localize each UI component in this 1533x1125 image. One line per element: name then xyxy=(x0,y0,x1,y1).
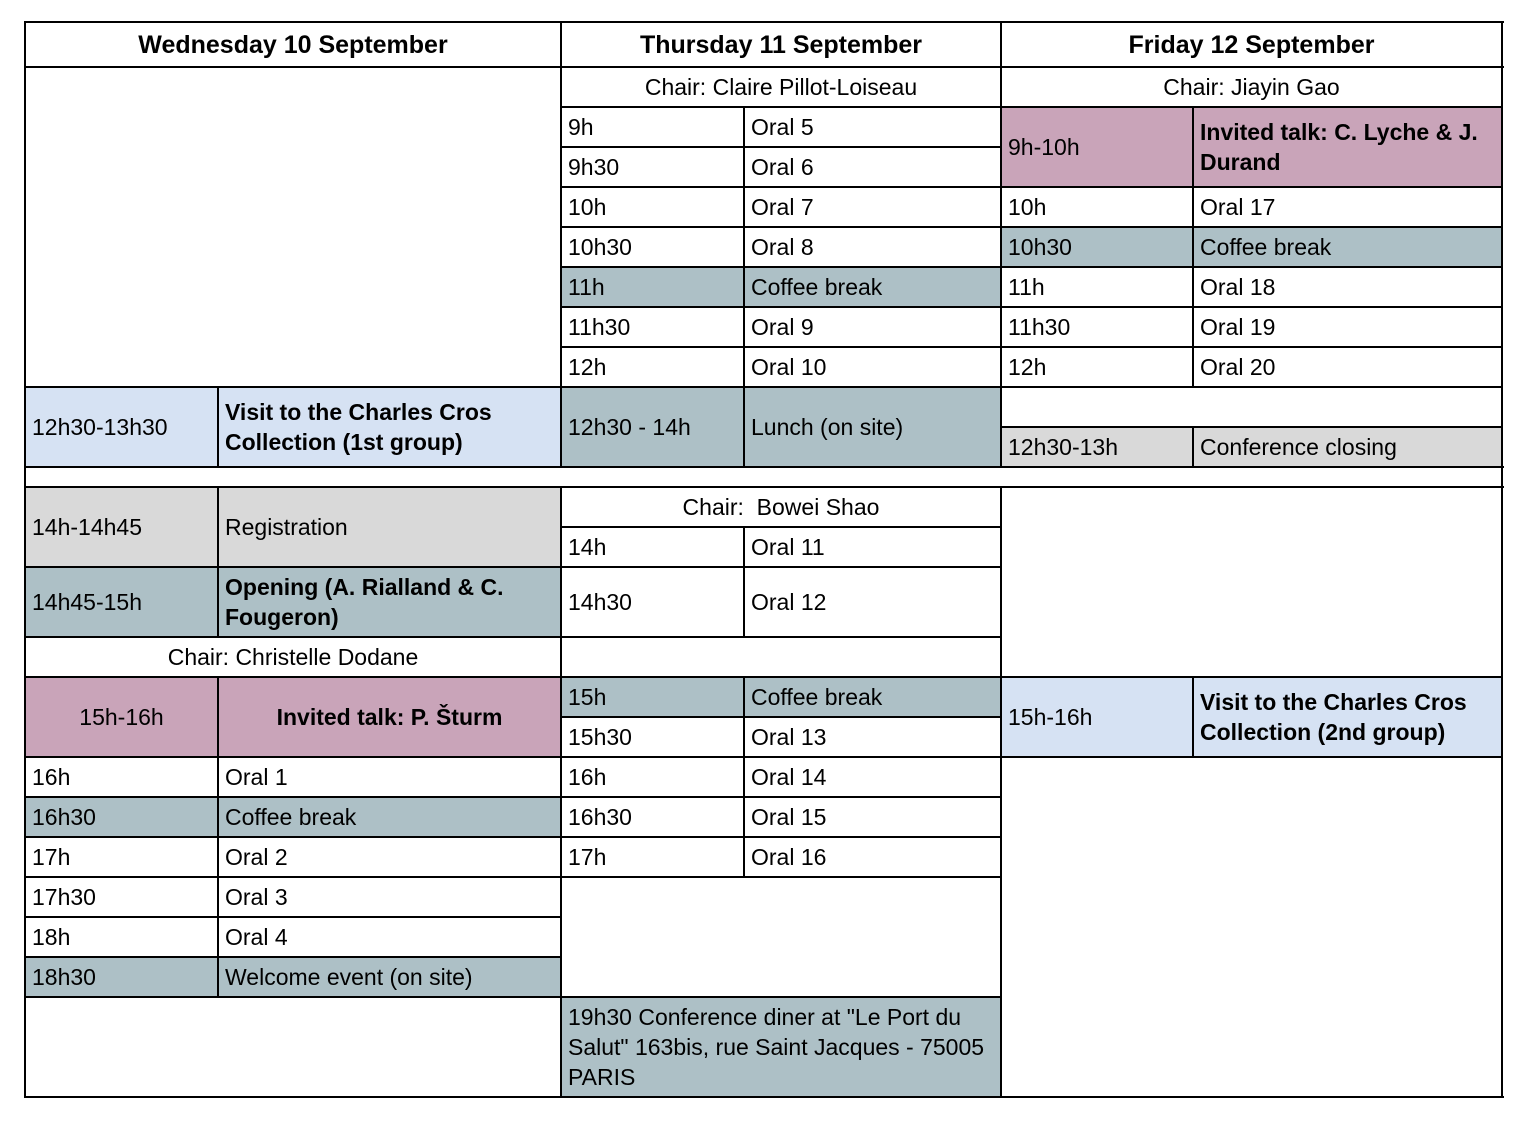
grid-line xyxy=(743,526,745,637)
fri-time-cell: 10h30 xyxy=(1001,227,1193,267)
grid-line xyxy=(24,916,562,918)
grid-line xyxy=(24,466,1504,468)
wed-invited-talk: Invited talk: P. Šturm xyxy=(218,677,561,757)
grid-line xyxy=(560,486,562,1098)
thu-time-cell: 14h30 xyxy=(568,589,632,615)
grid-line xyxy=(1000,486,1002,1098)
grid-line xyxy=(560,526,1002,528)
grid-line xyxy=(560,636,1002,638)
header-wednesday: Wednesday 10 September xyxy=(138,30,448,59)
grid-line xyxy=(1000,266,1503,268)
thu-session-cell: Oral 15 xyxy=(751,804,827,830)
grid-line xyxy=(1192,676,1194,757)
wed-time-cell: 16h xyxy=(32,764,71,790)
grid-line xyxy=(1000,756,1503,758)
thu-time-cell: 16h30 xyxy=(568,804,632,830)
thu-session-cell: Oral 10 xyxy=(751,354,827,380)
thu-time-cell: 10h30 xyxy=(568,234,632,260)
grid-line xyxy=(217,486,219,637)
grid-line xyxy=(1000,106,1503,108)
fri-session-cell: Coffee break xyxy=(1193,227,1502,267)
thu-time-cell: 9h30 xyxy=(568,154,620,180)
grid-line xyxy=(560,996,1002,998)
thu-time-cell: 15h xyxy=(561,677,744,717)
fri-invited-time: 9h-10h xyxy=(1001,107,1193,187)
grid-line xyxy=(1000,226,1503,228)
header-friday: Friday 12 September xyxy=(1128,30,1375,59)
wed-visit-time: 12h30-13h30 xyxy=(25,387,218,467)
wed-session-cell: Coffee break xyxy=(218,797,561,837)
grid-line xyxy=(24,636,562,638)
wed-time-cell: 16h30 xyxy=(25,797,218,837)
wed-session-cell: Oral 3 xyxy=(225,884,288,910)
grid-line xyxy=(560,226,1002,228)
thu-session-cell: Oral 12 xyxy=(751,589,827,615)
grid-line xyxy=(1000,386,1503,388)
grid-line xyxy=(560,796,1002,798)
wed-visit-label: Visit to the Charles Cros Collection (1st group) xyxy=(218,387,561,467)
grid-line xyxy=(560,836,1002,838)
wed-registration-time: 14h-14h45 xyxy=(25,487,218,567)
thu-session-cell: Oral 5 xyxy=(751,114,814,140)
fri-session-cell: Oral 17 xyxy=(1200,194,1276,220)
grid-line xyxy=(1000,346,1503,348)
thu-lunch-label: Lunch (on site) xyxy=(744,387,1001,467)
thu-time-cell: 17h xyxy=(568,844,607,870)
thu-dinner: 19h30 Conference diner at "Le Port du Salut" 163bis, rue Saint Jacques - 75005 PARIS xyxy=(561,997,1001,1097)
grid-line xyxy=(560,306,1002,308)
grid-line xyxy=(24,386,562,388)
grid-line xyxy=(560,186,1002,188)
grid-line xyxy=(1000,676,1503,678)
thu-time-cell: 10h xyxy=(568,194,607,220)
thu-time-cell: 14h xyxy=(568,534,607,560)
fri-session-cell: Oral 18 xyxy=(1200,274,1276,300)
friday-chair: Chair: Jiayin Gao xyxy=(1163,74,1340,100)
thu-session-cell: Oral 6 xyxy=(751,154,814,180)
grid-line xyxy=(1000,21,1002,467)
grid-line xyxy=(743,106,745,467)
grid-line xyxy=(560,21,562,467)
grid-line xyxy=(1000,186,1503,188)
header-thursday: Thursday 11 September xyxy=(639,30,923,59)
thursday-chair-afternoon: Chair: Bowei Shao xyxy=(682,494,880,520)
grid-line xyxy=(24,486,1504,488)
wed-chair: Chair: Christelle Dodane xyxy=(167,644,419,670)
grid-line xyxy=(743,676,745,877)
thu-time-cell: 15h30 xyxy=(568,724,632,750)
fri-time-cell: 11h30 xyxy=(1008,314,1071,340)
grid-line xyxy=(24,66,1504,68)
grid-line xyxy=(24,756,562,758)
grid-line xyxy=(1000,306,1503,308)
grid-line xyxy=(560,716,1002,718)
fri-session-cell: Oral 20 xyxy=(1200,354,1276,380)
wed-opening-time: 14h45-15h xyxy=(25,567,218,637)
wed-session-cell: Oral 2 xyxy=(225,844,288,870)
thu-time-cell: 12h xyxy=(568,354,607,380)
fri-time-cell: 12h xyxy=(1008,354,1047,380)
thu-session-cell: Oral 14 xyxy=(751,764,827,790)
fri-time-cell: 10h xyxy=(1008,194,1047,220)
grid-line xyxy=(24,796,562,798)
grid-line xyxy=(24,566,562,568)
grid-line xyxy=(24,676,562,678)
grid-line xyxy=(24,956,562,958)
border-line xyxy=(24,1096,1504,1098)
thu-session-cell: Oral 13 xyxy=(751,724,827,750)
fri-visit-label: Visit to the Charles Cros Collection (2nd group) xyxy=(1193,677,1502,757)
grid-line xyxy=(1192,426,1194,467)
grid-line xyxy=(560,346,1002,348)
grid-line xyxy=(560,876,1002,878)
thursday-chair-morning: Chair: Claire Pillot-Loiseau xyxy=(644,74,918,100)
grid-line xyxy=(24,836,562,838)
grid-line xyxy=(24,876,562,878)
grid-line xyxy=(560,146,1002,148)
grid-line xyxy=(217,386,219,467)
thu-time-cell: 11h xyxy=(561,267,744,307)
thu-lunch-time: 12h30 - 14h xyxy=(561,387,744,467)
grid-line xyxy=(560,756,1002,758)
grid-line xyxy=(560,566,1002,568)
wed-time-cell: 18h xyxy=(32,924,71,950)
thu-time-cell: 9h xyxy=(568,114,594,140)
grid-line xyxy=(24,996,562,998)
wed-registration-label: Registration xyxy=(218,487,561,567)
wed-invited-time: 15h-16h xyxy=(25,677,218,757)
wed-session-cell: Welcome event (on site) xyxy=(218,957,561,997)
grid-line xyxy=(560,386,1002,388)
border-line xyxy=(1501,21,1503,1098)
fri-closing-time: 12h30-13h xyxy=(1001,427,1193,467)
thu-session-cell: Oral 11 xyxy=(751,534,825,560)
border-line xyxy=(24,21,1504,23)
grid-line xyxy=(560,266,1002,268)
thu-time-cell: 16h xyxy=(568,764,607,790)
fri-closing-label: Conference closing xyxy=(1193,427,1502,467)
wed-time-cell: 17h xyxy=(32,844,71,870)
fri-invited-talk: Invited talk: C. Lyche & J. Durand xyxy=(1193,107,1502,187)
wed-session-cell: Oral 4 xyxy=(225,924,288,950)
wed-session-cell: Oral 1 xyxy=(225,764,288,790)
wed-time-cell: 18h30 xyxy=(25,957,218,997)
fri-visit-time: 15h-16h xyxy=(1001,677,1193,757)
wed-time-cell: 17h30 xyxy=(32,884,96,910)
grid-line xyxy=(560,676,1002,678)
grid-line xyxy=(1192,106,1194,387)
thu-session-cell: Oral 16 xyxy=(751,844,827,870)
grid-line xyxy=(1000,426,1503,428)
thu-session-cell: Oral 8 xyxy=(751,234,814,260)
wed-opening-label: Opening (A. Rialland & C. Fougeron) xyxy=(218,567,561,637)
border-line xyxy=(24,21,26,1098)
grid-line xyxy=(560,106,1002,108)
fri-time-cell: 11h xyxy=(1008,274,1045,300)
thu-session-cell: Oral 9 xyxy=(751,314,814,340)
thu-session-cell: Oral 7 xyxy=(751,194,814,220)
thu-time-cell: 11h30 xyxy=(568,314,631,340)
thu-session-cell: Coffee break xyxy=(744,267,1001,307)
fri-session-cell: Oral 19 xyxy=(1200,314,1276,340)
thu-session-cell: Coffee break xyxy=(744,677,1001,717)
